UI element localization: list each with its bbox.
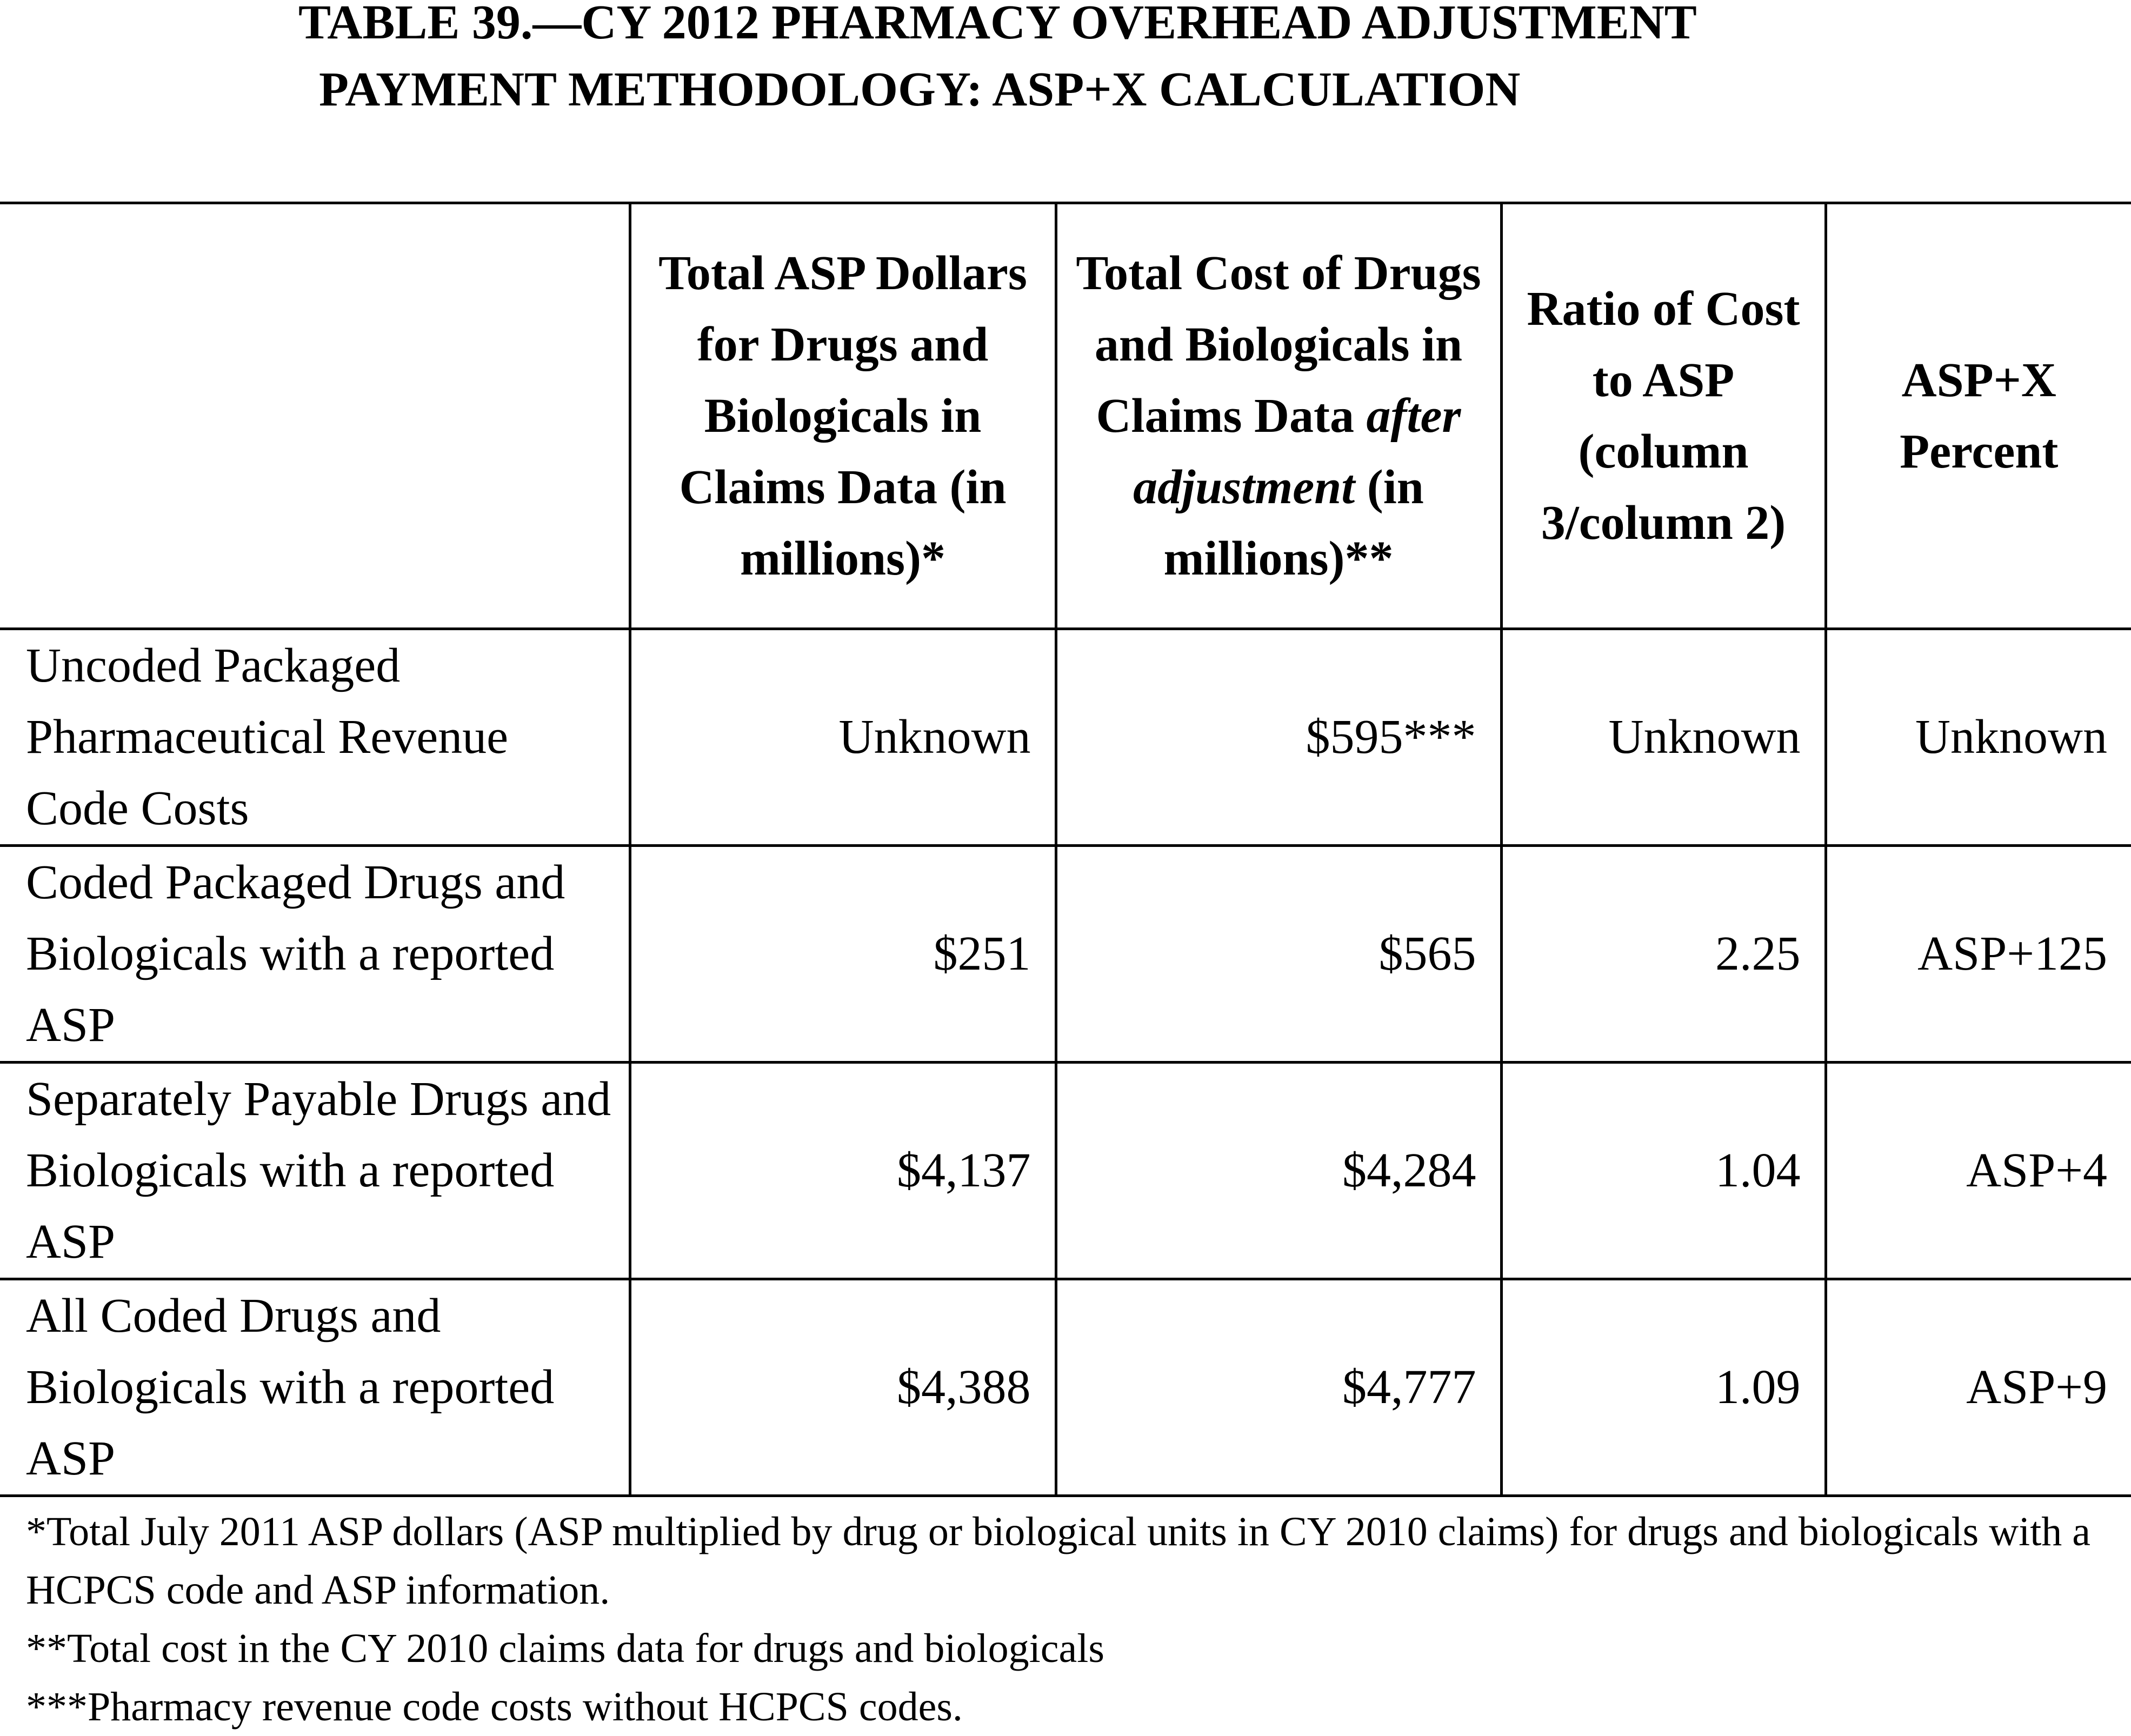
ratio-cell: 2.25	[1501, 846, 1826, 1063]
row-label: All Coded Drugs and Biologicals with a reported ASP	[0, 1279, 630, 1496]
total-cost-cell: $565	[1056, 846, 1501, 1063]
row-label: Coded Packaged Drugs and Biologicals with a reported ASP	[0, 846, 630, 1063]
table-row	[0, 629, 2131, 846]
total-cost-cell: $4,284	[1056, 1063, 1501, 1279]
table-row	[0, 846, 2131, 1063]
header-total-cost-italic: after adjustment	[1133, 389, 1461, 514]
header-total-cost	[1056, 203, 1501, 629]
header-asp-x-percent: ASP+X Percent	[1826, 203, 2131, 629]
asp-x-cell: ASP+9	[1826, 1279, 2131, 1496]
total-cost-cell: $4,777	[1056, 1279, 1501, 1496]
asp-calculation-table	[0, 202, 2131, 1497]
total-cost-cell: $595***	[1056, 629, 1501, 846]
table-row	[0, 1279, 2131, 1496]
header-total-cost-units: (in millions)**	[1163, 460, 1424, 585]
asp-dollars-cell: $251	[630, 846, 1056, 1063]
table-header-row	[0, 203, 2131, 629]
footnote: ***Pharmacy revenue code costs without HCPCS codes.	[26, 1684, 963, 1730]
asp-dollars-cell: $4,388	[630, 1279, 1056, 1496]
header-ratio: Ratio of Cost to ASP (column 3/column 2)	[1501, 203, 1826, 629]
ratio-cell: 1.09	[1501, 1279, 1826, 1496]
header-total-asp-dollars: Total ASP Dollars for Drugs and Biologicals in Claims Data (in millions)*	[630, 203, 1056, 629]
row-label: Uncoded Packaged Pharmaceutical Revenue Code Costs	[0, 629, 630, 846]
header-blank	[0, 203, 630, 629]
footnotes	[26, 1503, 2113, 1736]
footnote: *Total July 2011 ASP dollars (ASP multiplied by drug or biological units in CY 2010 claims) for drugs and biologicals with a HCPCS code and ASP information.	[26, 1509, 2091, 1613]
table-title-line-2: PAYMENT METHODOLOGY: ASP+X CALCULATION	[319, 63, 1521, 116]
asp-x-cell: Unknown	[1826, 629, 2131, 846]
footnote: **Total cost in the CY 2010 claims data for drugs and biologicals	[26, 1626, 1104, 1671]
asp-x-cell: ASP+4	[1826, 1063, 2131, 1279]
ratio-cell: Unknown	[1501, 629, 1826, 846]
asp-dollars-cell: $4,137	[630, 1063, 1056, 1279]
table-title-line-1: TABLE 39.—CY 2012 PHARMACY OVERHEAD ADJUSTMENT	[298, 0, 1697, 49]
asp-x-cell: ASP+125	[1826, 846, 2131, 1063]
header-total-cost-main: Total Cost of Drugs and Biologicals in Claims Data	[1076, 246, 1481, 443]
row-label: Separately Payable Drugs and Biologicals with a reported ASP	[0, 1063, 630, 1279]
ratio-cell: 1.04	[1501, 1063, 1826, 1279]
asp-dollars-cell: Unknown	[630, 629, 1056, 846]
table-row	[0, 1063, 2131, 1279]
